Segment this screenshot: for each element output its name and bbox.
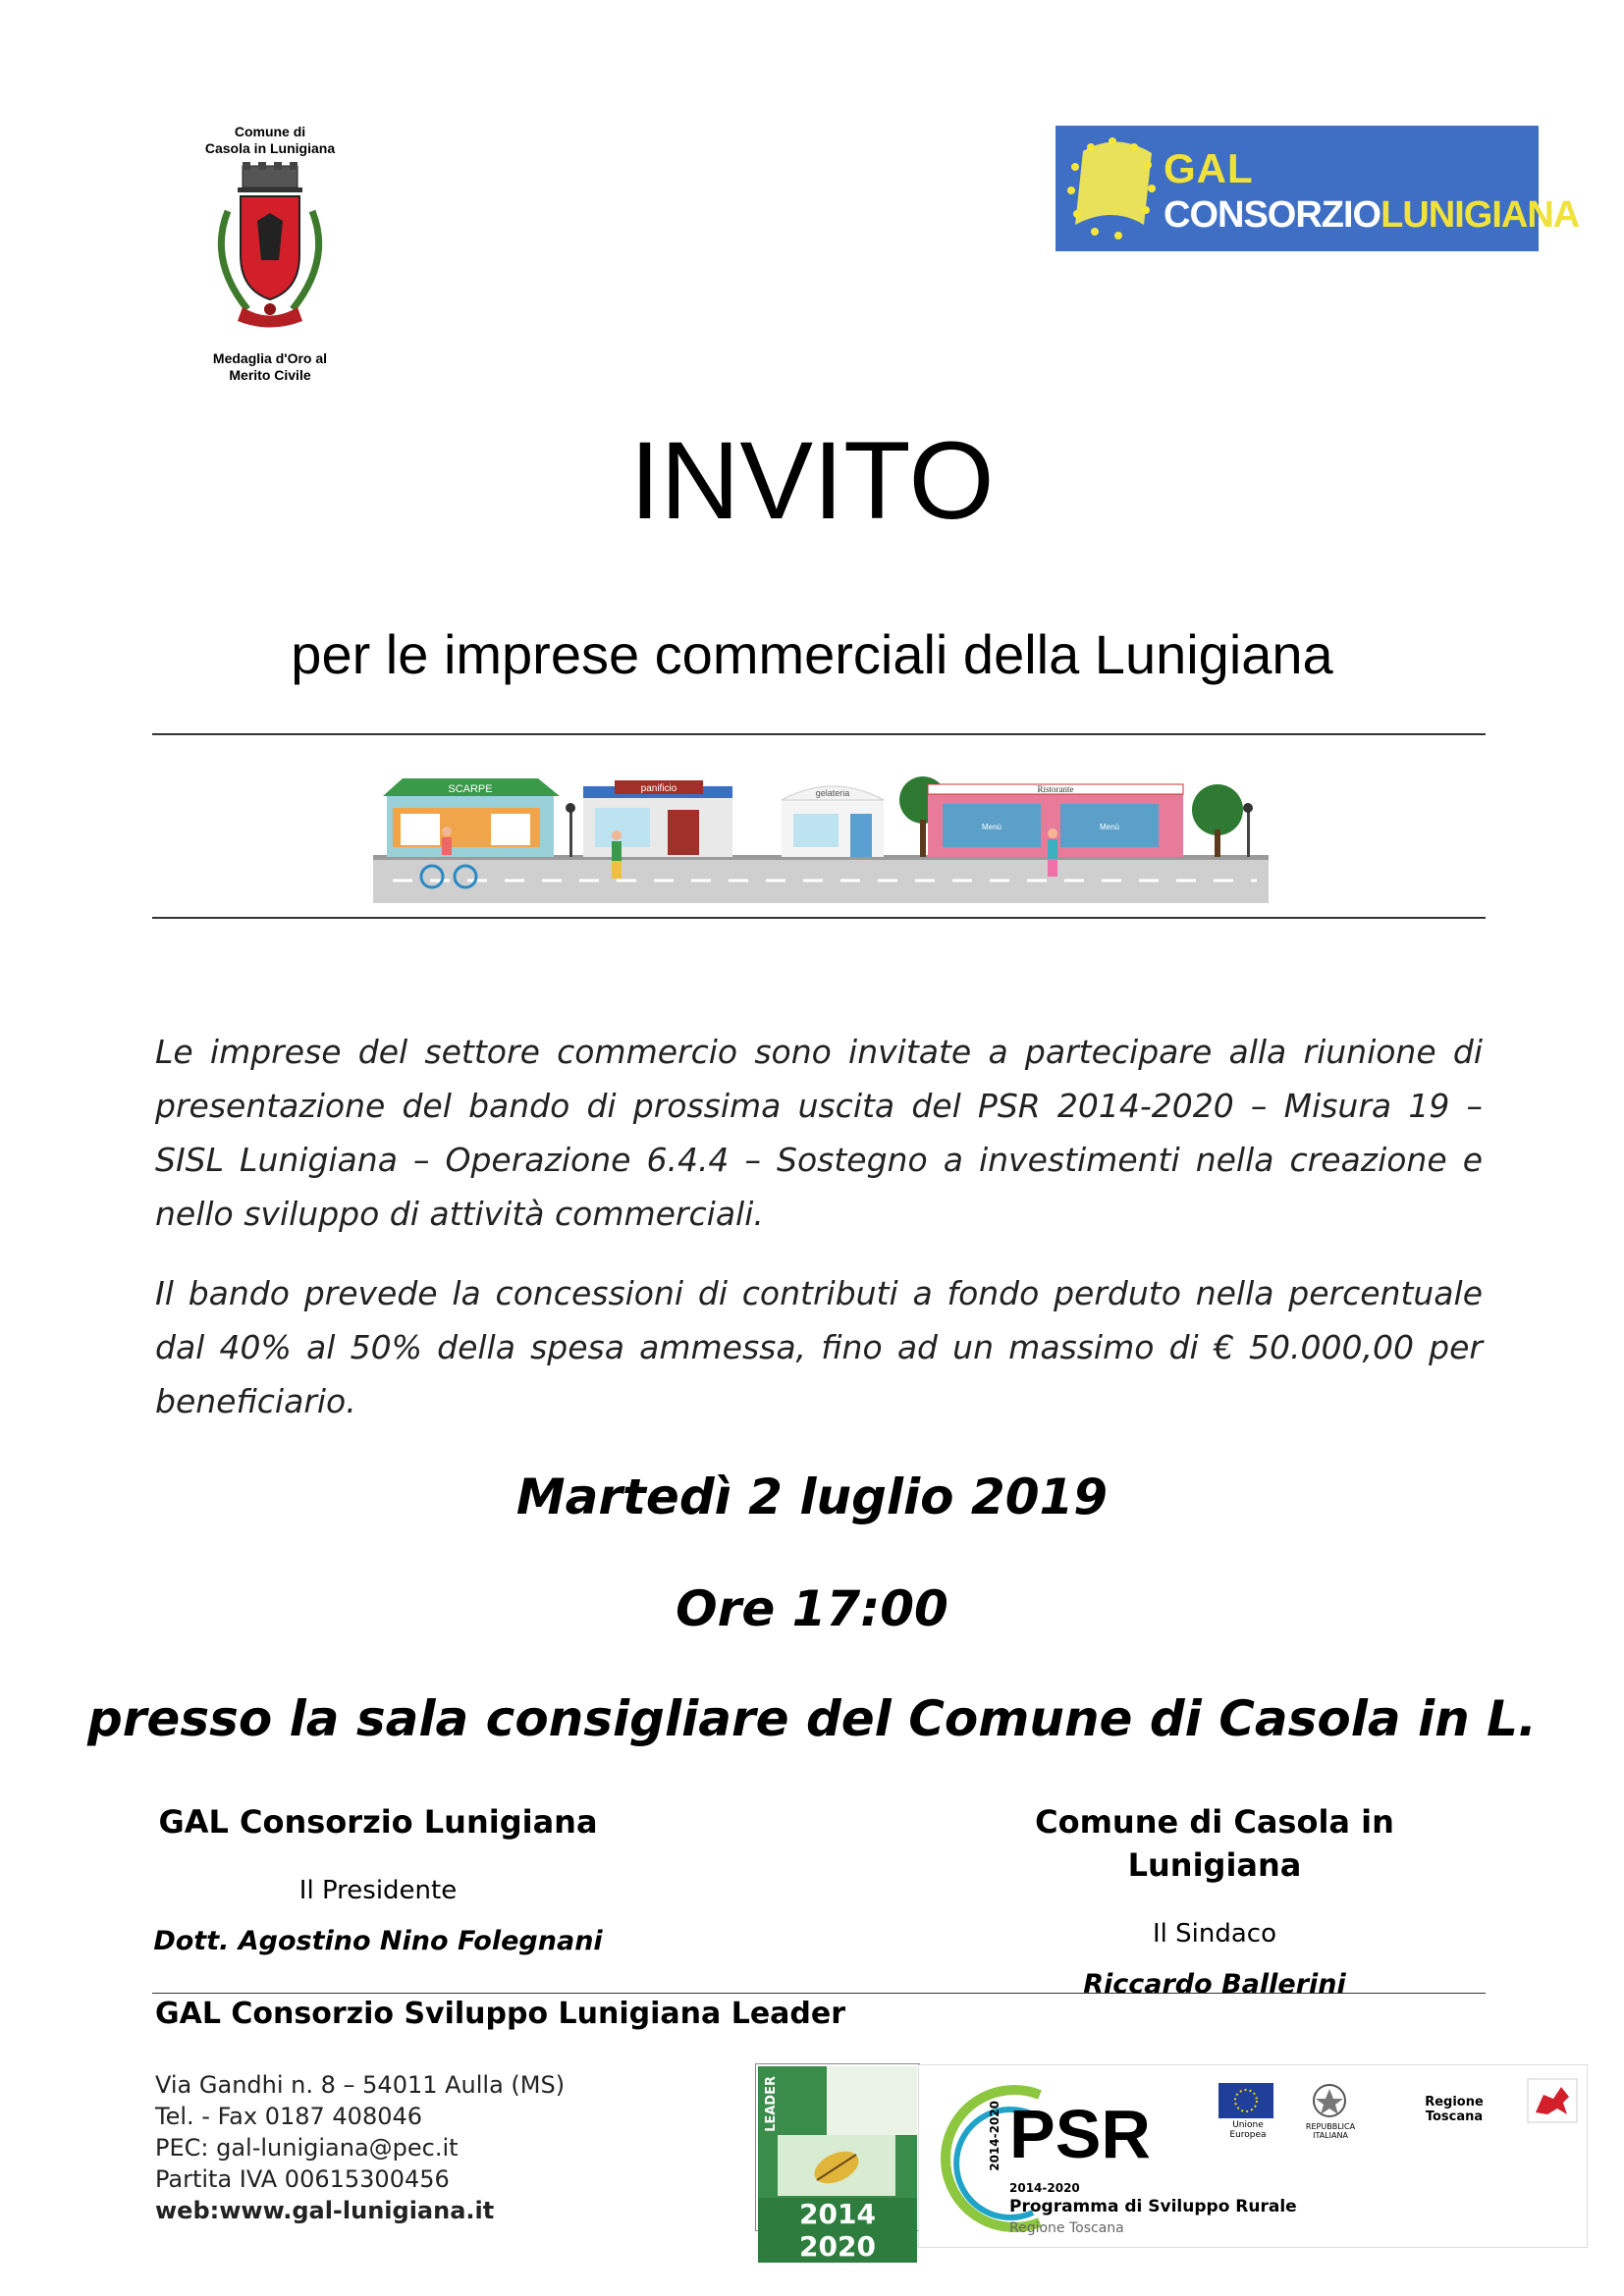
footer-title: GAL Consorzio Sviluppo Lunigiana Leader [155, 1997, 846, 2031]
comune-logo-line2: Casola in Lunigiana [204, 140, 336, 156]
signature-comune-name: Riccardo Ballerini [1083, 1969, 1346, 2000]
footer-divider [152, 1993, 1486, 1994]
event-place: presso la sala consigliare del Comune di Casola in L. [86, 1690, 1538, 1747]
eu-flag-small-icon [1218, 2083, 1273, 2118]
divider-top [152, 733, 1486, 735]
coat-of-arms-icon [208, 162, 332, 329]
gal-logo-lunigiana-word: LUNIGIANA [1380, 194, 1580, 236]
comune-logo-line1: Comune di [234, 124, 306, 139]
shop-sign-scarpe: SCARPE [448, 783, 493, 795]
psr-years-small: 2014-2020 [1009, 2181, 1080, 2195]
footer-vat: Partita IVA 00615300456 [155, 2165, 450, 2193]
gal-consorzio-logo [1056, 126, 1580, 251]
event-time: Ore 17:00 [676, 1580, 948, 1637]
shop-sign-ristorante: Ristorante [1037, 784, 1074, 794]
leaf-icon [807, 2145, 866, 2190]
toscana-pegasus-icon [1528, 2079, 1577, 2122]
page-title: INVITO [629, 419, 995, 542]
page-subtitle: per le imprese commerciali della Lunigiana [291, 623, 1333, 685]
gal-logo-gal: GAL [1164, 145, 1254, 191]
comune-logo-line4: Merito Civile [229, 367, 311, 383]
shop-sign-gelateria: gelateria [815, 788, 850, 798]
psr-region: Regione Toscana [1009, 2220, 1124, 2236]
signature-gal-name: Dott. Agostino Nino Folegnani [153, 1926, 603, 1956]
event-date: Martedì 2 luglio 2019 [515, 1468, 1109, 1525]
italy-label: REPUBBLICA ITALIANA [1305, 2122, 1356, 2140]
divider-bottom [152, 917, 1486, 919]
signature-comune-role: Il Sindaco [1152, 1919, 1276, 1949]
signature-gal-org: GAL Consorzio Lunigiana [158, 1803, 598, 1841]
signature-gal [123, 1800, 633, 1961]
psr-logo [918, 2064, 1588, 2248]
psr-name: Programma di Sviluppo Rurale [1009, 2197, 1297, 2216]
psr-acronym: PSR [1009, 2096, 1151, 2172]
footer-pec: PEC: gal-lunigiana@pec.it [155, 2134, 459, 2162]
body-paragraph-2: Il bando prevede la concessioni di contributi a fondo perduto nella percentuale dal 40% al 50% della spesa ammessa, fino ad un massimo di € 50.000,00 per beneficiario. [155, 1274, 1483, 1420]
comune-logo-line3: Medaglia d'Oro al [212, 350, 328, 366]
comune-casola-logo [187, 118, 353, 393]
eu-label: Unione Europea [1229, 2120, 1267, 2140]
psr-years-vertical: 2014-2020 [988, 2101, 1001, 2171]
shop-sign-panificio: panificio [640, 783, 677, 794]
footer-address: Via Gandhi n. 8 – 54011 Aulla (MS) [155, 2071, 566, 2099]
gal-logo-consorzio-word: CONSORZIO [1164, 194, 1381, 236]
signature-gal-role: Il Presidente [298, 1876, 458, 1905]
signature-comune [959, 1800, 1470, 2004]
eu-flag-icon [1063, 132, 1162, 245]
leader-logo-years: 2014 2020 [758, 2198, 917, 2263]
leader-logo [756, 2064, 919, 2263]
menu-board-1: Menù [981, 823, 1002, 831]
gal-logo-consorzio [1164, 194, 1579, 237]
body-paragraph-1: Le imprese del settore commercio sono invitate a partecipare alla riunione di presentazione del bando di prossima uscita del PSR 2014-2020 – Misura 19 – SISL Lunigiana – Operazione 6.4.4 – Sostegno a investimenti nella creazione e nello sviluppo di attività commerciali. [155, 1033, 1483, 1233]
italy-emblem-icon [1310, 2081, 1349, 2120]
toscana-label: Regione Toscana [1425, 2095, 1484, 2124]
street-illustration [373, 771, 1269, 903]
footer-phone: Tel. - Fax 0187 408046 [155, 2103, 423, 2130]
footer-web: web:www.gal-lunigiana.it [155, 2197, 495, 2224]
leader-logo-word: LEADER [764, 2076, 779, 2132]
menu-board-2: Menù [1099, 823, 1120, 831]
signature-comune-org: Comune di Casola in Lunigiana [1035, 1803, 1394, 1884]
